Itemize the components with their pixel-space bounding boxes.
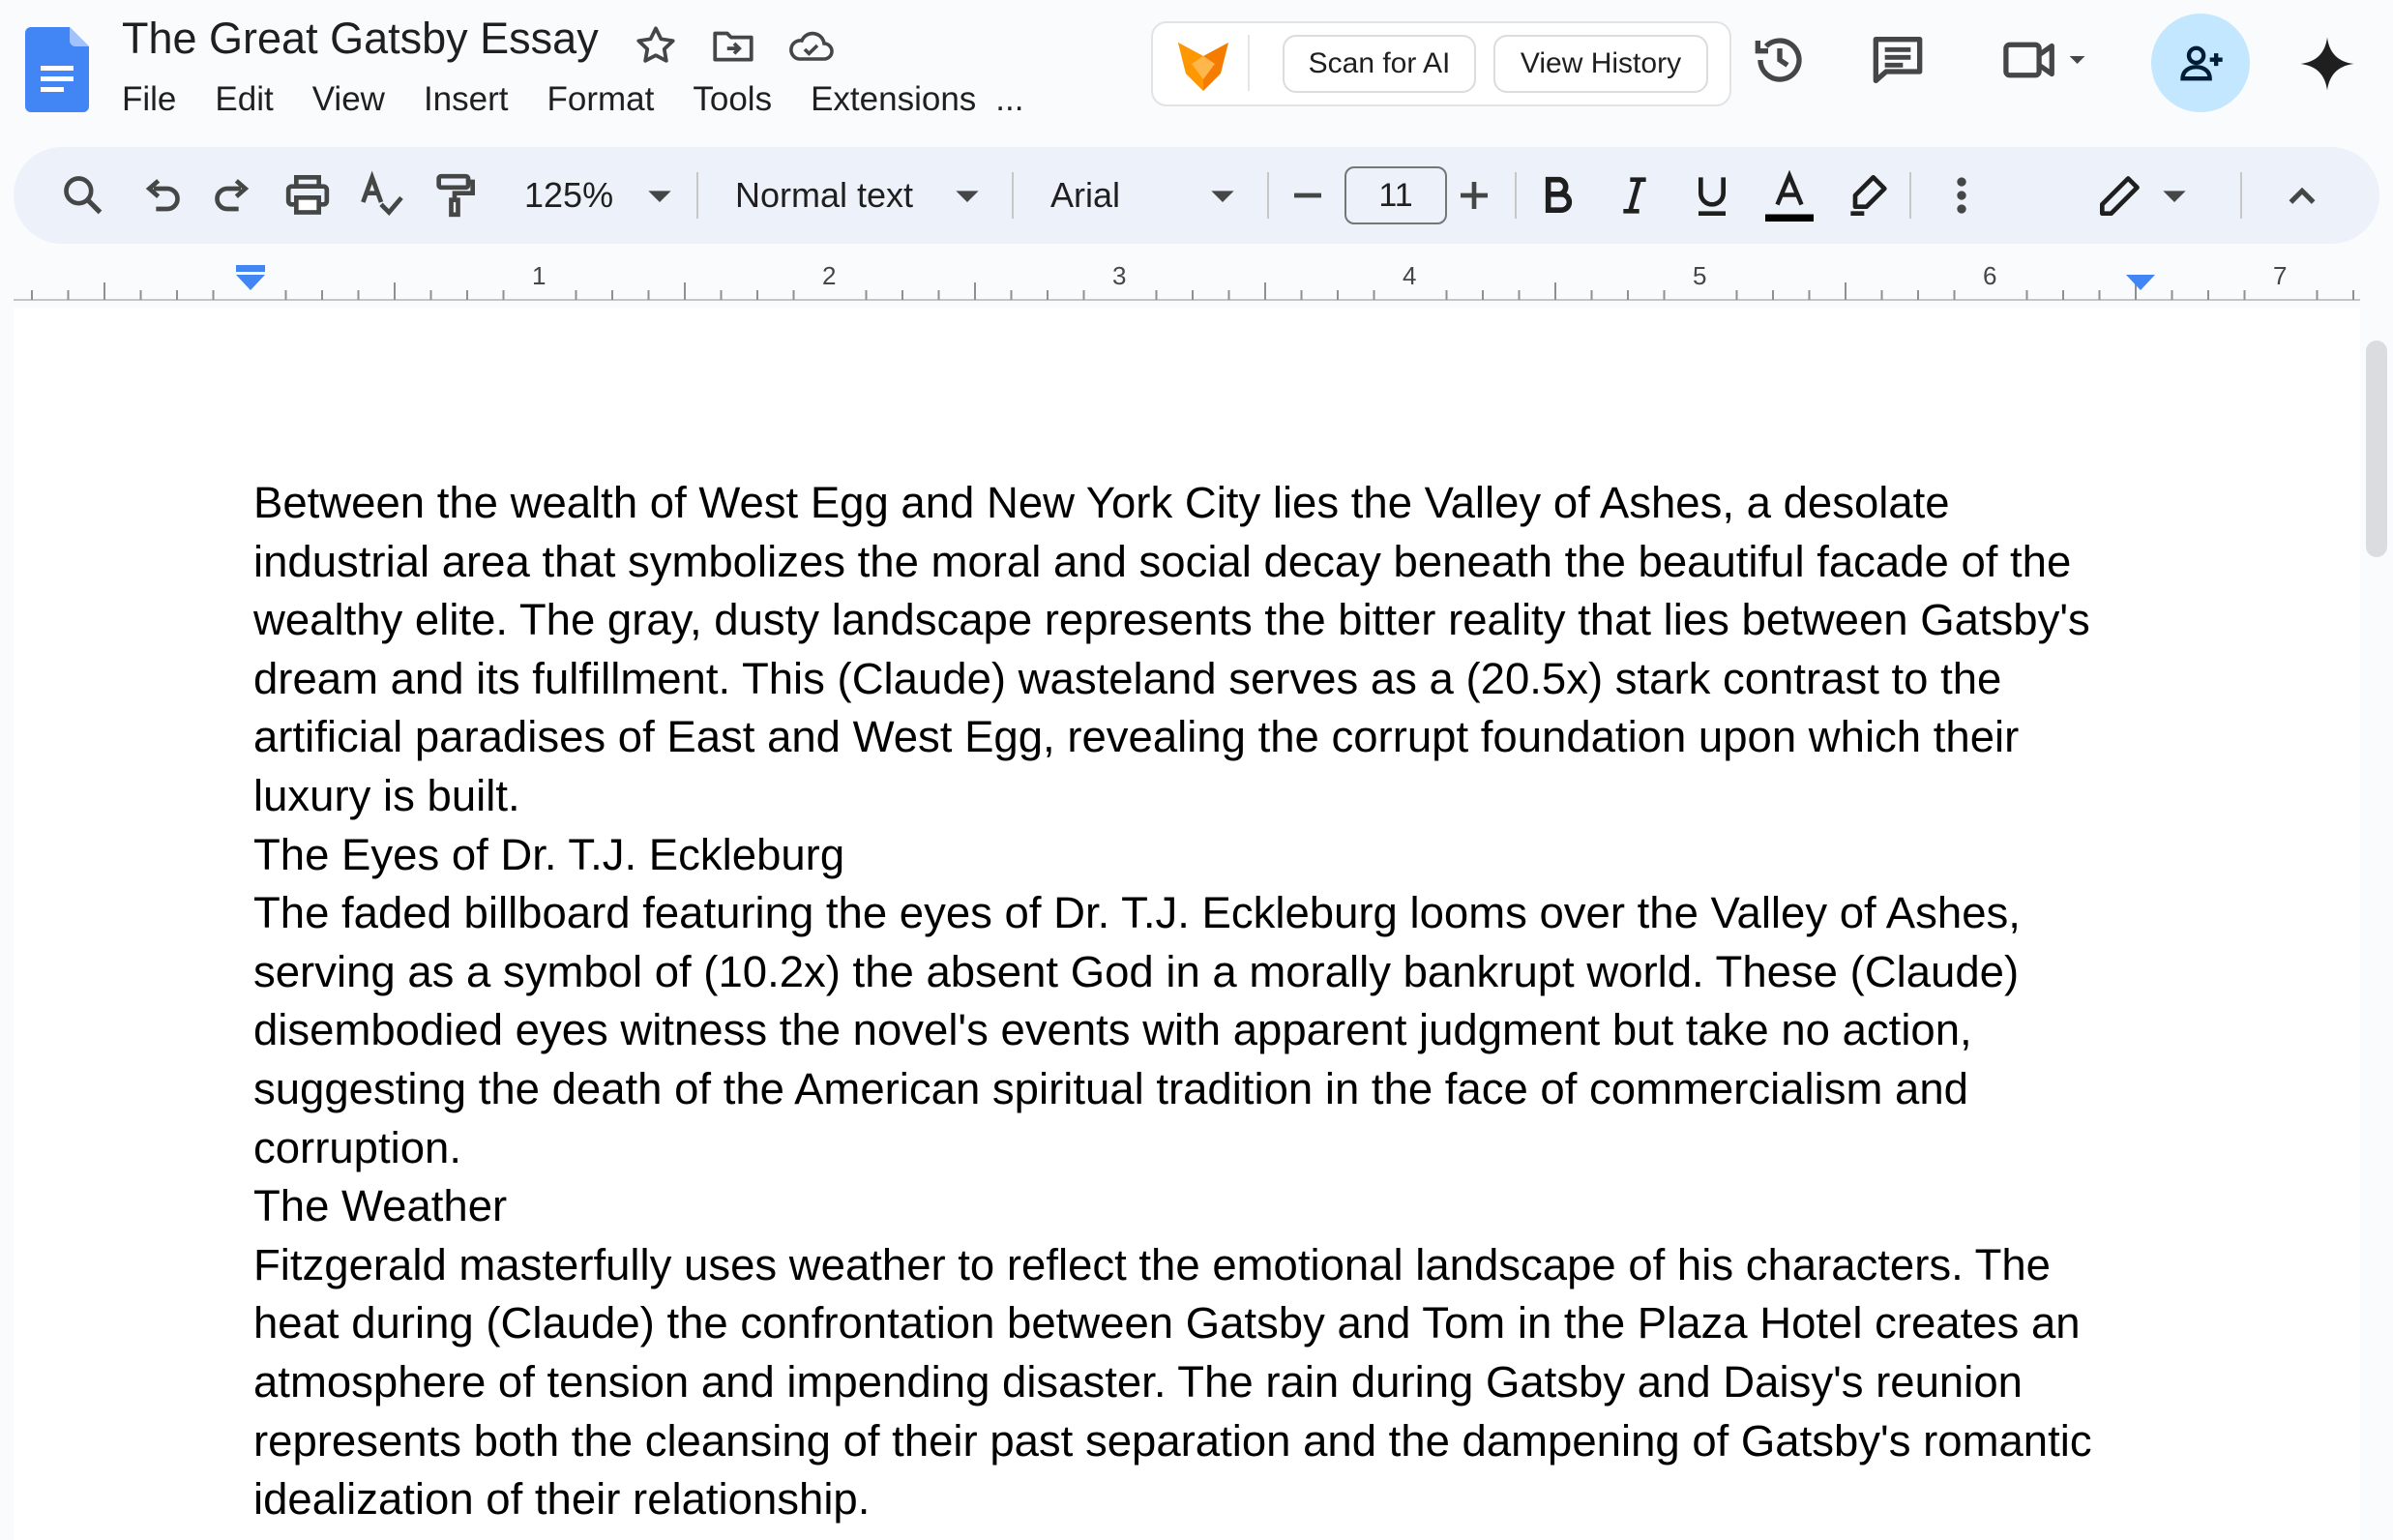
star-icon[interactable] xyxy=(632,21,680,70)
version-history-icon[interactable] xyxy=(1749,29,1811,91)
menu-bar xyxy=(122,75,1023,124)
underline-icon[interactable] xyxy=(1685,168,1739,222)
gemini-sparkle-icon[interactable] xyxy=(2298,35,2356,93)
right-indent-marker[interactable] xyxy=(2124,275,2157,299)
body-paragraph[interactable]: The faded billboard featuring the eyes of Dr. T.J. Eckleburg looms over the Valley of Ashes, serving as a symbol of (10.2x) the absent God in a morally bankrupt world. These (Claude) disembodied eyes witness the novel's events with apparent judgment but take no action, suggesting the death of the American spiritual tradition in the face of commercialism and corruption. xyxy=(253,888,2021,1172)
style-dropdown-icon[interactable] xyxy=(948,168,987,222)
font-dropdown-icon[interactable] xyxy=(1203,168,1242,222)
ruler-number: 5 xyxy=(1693,261,1707,290)
editing-mode-pencil-icon[interactable] xyxy=(2093,168,2147,222)
body-paragraph[interactable]: Fitzgerald masterfully uses weather to reflect the emotional landscape of his characters. The heat during (Claude) the confrontation between Gatsby and Tom in the Plaza Hotel creates an atmosphere of tension and impending disaster. The rain during Gatsby and Daisy's reunion represents both the cleansing of their past separation and the dampening of Gatsby's romantic idealization of their relationship. xyxy=(253,1239,2092,1525)
share-button[interactable] xyxy=(2151,14,2250,112)
title-bar xyxy=(0,0,2393,145)
menu-insert[interactable]: Insert xyxy=(423,80,509,118)
redo-icon[interactable] xyxy=(207,168,261,222)
move-to-folder-icon[interactable] xyxy=(709,21,757,70)
zoom-dropdown-icon[interactable] xyxy=(640,168,679,222)
toolbar-divider xyxy=(1012,172,1014,219)
menu-tools[interactable]: Tools xyxy=(693,80,773,118)
view-history-button[interactable]: View History xyxy=(1493,35,1708,93)
toolbar-divider xyxy=(696,172,698,219)
meet-camera-icon[interactable] xyxy=(1998,29,2095,91)
share-add-person-icon xyxy=(2176,39,2227,89)
increase-font-size-icon[interactable] xyxy=(1447,168,1501,222)
menu-more-button[interactable]: ... xyxy=(995,80,1024,118)
toolbar-divider xyxy=(1515,172,1517,219)
collapse-menus-chevron-up-icon[interactable] xyxy=(2275,168,2329,222)
search-menus-icon[interactable] xyxy=(56,168,110,222)
cloud-saved-icon[interactable] xyxy=(785,21,834,70)
menu-edit[interactable]: Edit xyxy=(215,80,274,118)
ruler-number: 6 xyxy=(1983,261,1997,290)
more-options-icon[interactable] xyxy=(1942,168,1981,222)
paragraph-style-select[interactable]: Normal text xyxy=(735,175,914,215)
ruler-number: 4 xyxy=(1403,261,1417,290)
ruler-number: 7 xyxy=(2273,261,2288,290)
comments-icon[interactable] xyxy=(1867,29,1929,91)
ruler-number: 3 xyxy=(1112,261,1127,290)
toolbar-divider xyxy=(1267,172,1269,219)
menu-extensions[interactable]: Extensions xyxy=(811,80,977,118)
addon-panel xyxy=(1151,21,1731,106)
text-color-icon[interactable] xyxy=(1760,168,1818,222)
formatting-toolbar xyxy=(14,147,2379,244)
menu-view[interactable]: View xyxy=(311,80,385,118)
decrease-font-size-icon[interactable] xyxy=(1281,168,1335,222)
print-icon[interactable] xyxy=(281,168,335,222)
font-family-select[interactable]: Arial xyxy=(1050,175,1121,215)
ruler-ticks xyxy=(0,250,2360,304)
document-body[interactable] xyxy=(253,474,2130,1529)
toolbar-divider xyxy=(1909,172,1911,219)
bold-icon[interactable] xyxy=(1530,168,1584,222)
font-size-input[interactable]: 11 xyxy=(1344,166,1447,224)
menu-file[interactable]: File xyxy=(122,80,177,118)
addon-divider xyxy=(1248,35,1250,91)
zoom-select[interactable]: 125% xyxy=(524,175,614,215)
body-paragraph[interactable]: Between the wealth of West Egg and New York City lies the Valley of Ashes, a desolate industrial area that symbolizes the moral and social decay beneath the beautiful facade of the wealthy elite. The gray, dusty landscape represents the bitter reality that lies between Gatsby's dream and its fulfillment. This (Claude) wasteland serves as a (20.5x) stark contrast to the artificial paradises of East and West Egg, revealing the corrupt foundation upon which their luxury is built. xyxy=(253,478,2090,820)
italic-icon[interactable] xyxy=(1608,168,1662,222)
highlight-color-icon[interactable] xyxy=(1842,168,1896,222)
section-heading[interactable]: The Eyes of Dr. T.J. Eckleburg xyxy=(253,829,845,879)
toolbar-divider xyxy=(2240,172,2242,219)
scrollbar-thumb[interactable] xyxy=(2366,341,2387,557)
editing-mode-dropdown-icon[interactable] xyxy=(2155,168,2194,222)
ruler-number: 2 xyxy=(822,261,837,290)
left-indent-marker[interactable] xyxy=(234,265,267,299)
spellcheck-icon[interactable] xyxy=(354,168,408,222)
document-title[interactable]: The Great Gatsby Essay xyxy=(122,14,599,63)
ruler-number: 1 xyxy=(532,261,547,290)
horizontal-ruler[interactable] xyxy=(0,250,2360,304)
undo-icon[interactable] xyxy=(133,168,188,222)
scan-for-ai-button[interactable]: Scan for AI xyxy=(1283,35,1476,93)
menu-format[interactable]: Format xyxy=(547,80,655,118)
fox-logo-icon[interactable] xyxy=(1172,35,1234,97)
document-page[interactable] xyxy=(14,308,2360,1540)
docs-logo-icon[interactable] xyxy=(25,27,89,112)
paint-format-icon[interactable] xyxy=(428,168,482,222)
section-heading[interactable]: The Weather xyxy=(253,1181,508,1231)
